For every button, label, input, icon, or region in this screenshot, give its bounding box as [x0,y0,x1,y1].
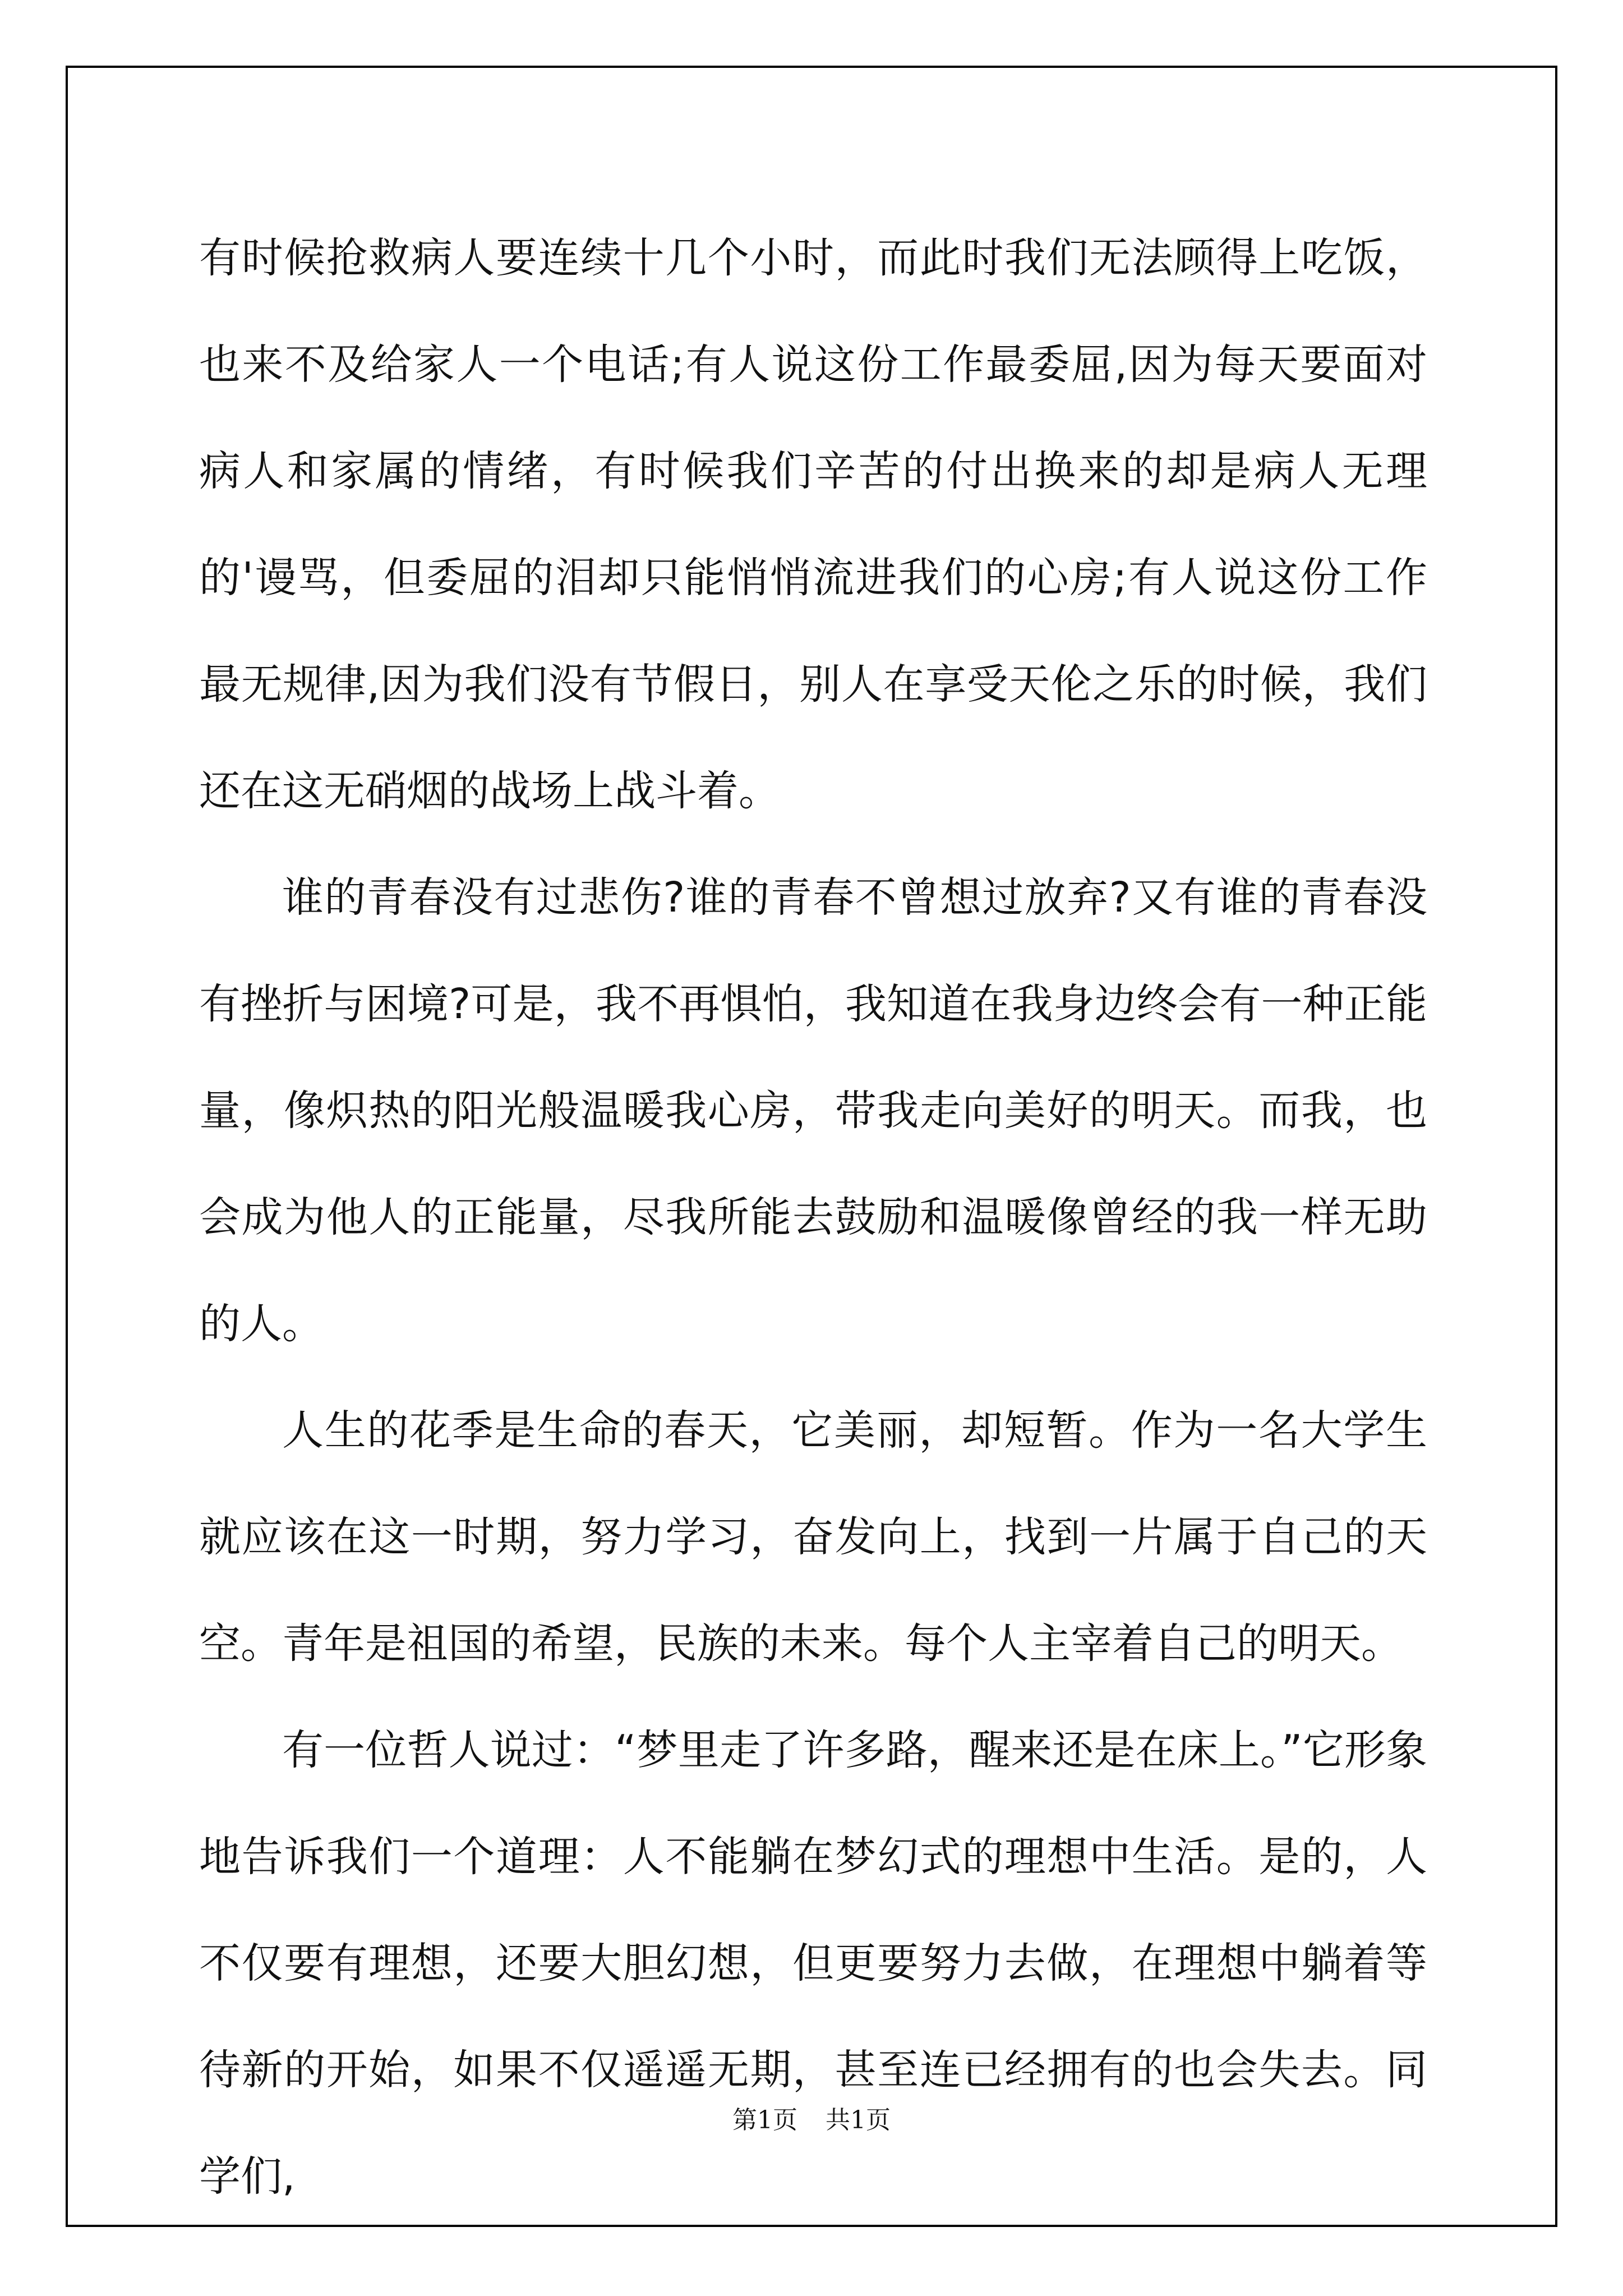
paragraph-3: 人生的花季是生命的春天，它美丽，却短暂。作为一名大学生就应该在这一时期，努力学习，奋发向上，找到一片属于自己的天空。青年是祖国的希望，民族的未来。每个人主宰着自己的明天。 [199,1406,1427,1668]
page-footer [0,2104,1623,2137]
paragraph-4: 有一位哲人说过：“梦里走了许多路，醒来还是在床上。”它形象地告诉我们一个道理：人不能躺在梦幻式的理想中生活。是的，人不仅要有理想，还要大胆幻想，但更要努力去做，在理想中躺着等待新的开始，如果不仅遥遥无期，甚至连已经拥有的也会失去。同学们, [199,1726,1427,2201]
document-body [199,205,1427,2230]
page-number-total: 共1页 [826,2106,891,2134]
paragraph-1: 有时候抢救病人要连续十几个小时，而此时我们无法顾得上吃饭，也来不及给家人一个电话;有人说这份工作最委屈,因为每天要面对病人和家属的情绪，有时候我们辛苦的付出换来的却是病人无理的'谩骂，但委屈的泪却只能悄悄流进我们的心房;有人说这份工作最无规律,因为我们没有节假日，别人在享受天伦之乐的时候，我们还在这无硝烟的战场上战斗着。 [199,234,1427,815]
paragraph-2: 谁的青春没有过悲伤?谁的青春不曾想过放弃?又有谁的青春没有挫折与困境?可是，我不再惧怕，我知道在我身边终会有一种正能量，像炽热的阳光般温暖我心房，带我走向美好的明天。而我，也会成为他人的正能量，尽我所能去鼓励和温暖像曾经的我一样无助的人。 [199,873,1427,1348]
page-number-current: 第1页 [732,2106,797,2134]
